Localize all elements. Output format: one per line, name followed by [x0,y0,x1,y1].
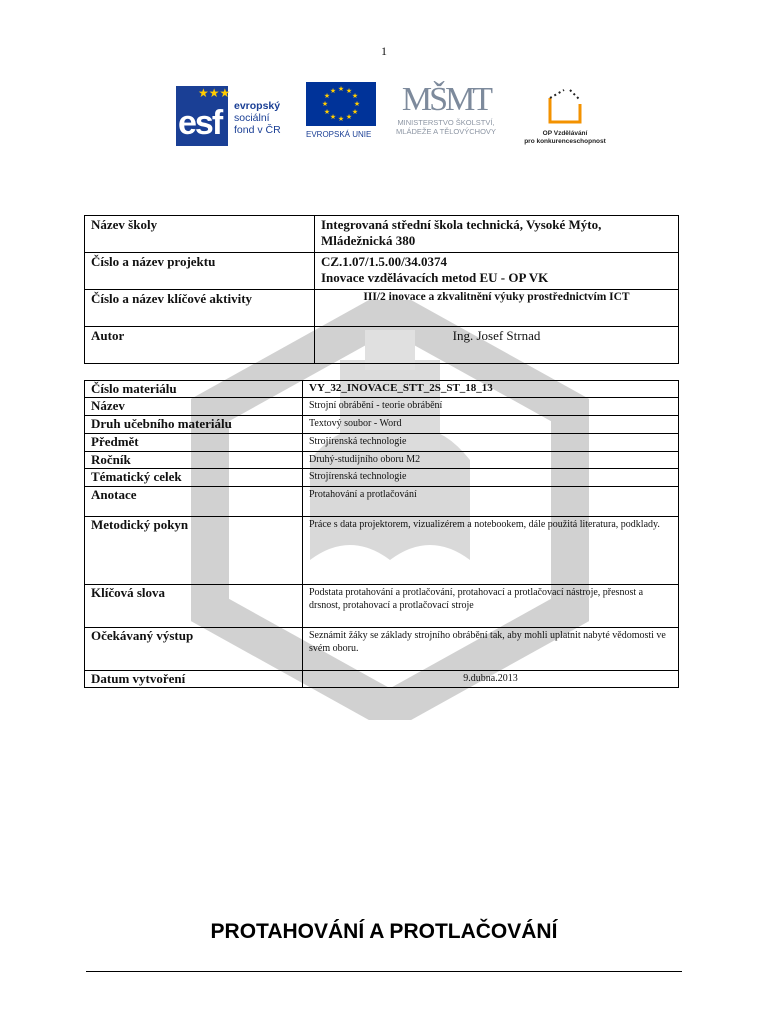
msmt-caption [381,118,511,136]
svg-text:★: ★ [323,92,331,100]
table-row [85,434,679,452]
esf-caption [234,100,281,136]
subject-label: Předmět [85,434,303,452]
opvk-logo [520,82,610,146]
grade-value: Druhý-studijního oboru M2 [303,452,679,469]
table-row [85,290,679,327]
expected-output-label: Očekávaný výstup [85,628,303,671]
title-rule [86,971,682,972]
svg-text:★: ★ [323,108,331,116]
table-row [85,671,679,688]
svg-text:★: ★ [353,100,361,108]
esf-logo [176,82,296,148]
svg-text:★: ★ [351,108,359,116]
topic-value: Strojírenská technologie [303,469,679,487]
esf-line-2: sociální [234,112,270,124]
eu-flag-icon [306,82,376,126]
material-type-label: Druh učebního materiálu [85,416,303,434]
topic-label: Tématický celek [85,469,303,487]
table-row [85,452,679,469]
project-label: Číslo a název projektu [85,253,315,290]
svg-text:★: ★ [329,113,337,121]
school-name-label: Název školy [85,216,315,253]
opvk-line-1: OP Vzdělávání [542,130,588,137]
opvk-mark-icon [544,86,586,126]
eu-logo [306,82,376,139]
msmt-mark: MŠMT [401,81,491,118]
key-activity-value: III/2 inovace a zkvalitnění výuky prostřednictvím ICT [315,290,679,327]
author-value: Ing. Josef Strnad [315,327,679,364]
name-value: Strojní obrábění - teorie obrábění [303,398,679,416]
logo-strip [176,81,606,152]
table-row [85,216,679,253]
svg-text:★: ★ [321,100,329,108]
opvk-line-2: pro konkurenceschopnost [524,138,606,145]
project-name: Inovace vzdělávacích metod EU - OP VK [321,270,549,285]
svg-text:★: ★ [337,115,345,123]
table-row [85,585,679,628]
school-info-table [84,215,679,364]
table-row [85,416,679,434]
table-row [85,253,679,290]
table-row [85,327,679,364]
svg-text:★: ★ [345,87,353,95]
subject-value: Strojírenská technologie [303,434,679,452]
esf-line-1: evropský [234,100,281,112]
esf-stars-icon: ★★★ [198,86,231,100]
material-info-table [84,380,679,688]
opvk-caption [520,130,610,146]
eu-label: EVROPSKÁ UNIE [306,130,372,139]
svg-text:★: ★ [345,113,353,121]
annotation-label: Anotace [85,487,303,517]
svg-text:★: ★ [351,92,359,100]
keywords-label: Klíčová slova [85,585,303,628]
table-row [85,469,679,487]
svg-text:★: ★ [337,85,345,93]
msmt-line-2: MLÁDEŽE A TĚLOVÝCHOVY [396,127,496,136]
key-activity-label: Číslo a název klíčové aktivity [85,290,315,327]
esf-mark-text: esf [178,104,222,142]
table-row [85,398,679,416]
method-label: Metodický pokyn [85,517,303,585]
name-label: Název [85,398,303,416]
author-label: Autor [85,327,315,364]
date-label: Datum vytvoření [85,671,303,688]
date-value: 9.dubna.2013 [303,671,679,688]
table-row [85,517,679,585]
page-number: 1 [381,44,387,58]
msmt-line-1: MINISTERSTVO ŠKOLSTVÍ, [397,118,495,127]
annotation-value: Protahování a protlačování [303,487,679,517]
project-number: CZ.1.07/1.5.00/34.0374 [321,254,448,269]
school-name-value: Integrovaná střední škola technická, Vysoké Mýto, Mládežnická 380 [315,216,679,253]
material-type-value: Textový soubor - Word [303,416,679,434]
keywords-value: Podstata protahování a protlačování, protahovací a protlačovací nástroje, přesnost a drsnost, protahovací a protlačovací stroje [303,585,679,628]
svg-text:★: ★ [329,87,337,95]
document-title: PROTAHOVÁNÍ A PROTLAČOVÁNÍ [210,920,558,943]
grade-label: Ročník [85,452,303,469]
table-row [85,628,679,671]
material-number-value: VY_32_INOVACE_STT_2S_ST_18_13 [303,381,679,398]
material-number-label: Číslo materiálu [85,381,303,398]
method-value: Práce s data projektorem, vizualizérem a notebookem, dále použitá literatura, podklady. [303,517,679,585]
table-row [85,381,679,398]
table-row [85,487,679,517]
expected-output-value: Seznámit žáky se základy strojního obrábění tak, aby mohli uplatnit nabyté vědomosti ve svém oboru. [303,628,679,671]
project-value [315,253,679,290]
esf-line-3: fond v ČR [234,124,281,136]
msmt-logo [381,82,511,136]
